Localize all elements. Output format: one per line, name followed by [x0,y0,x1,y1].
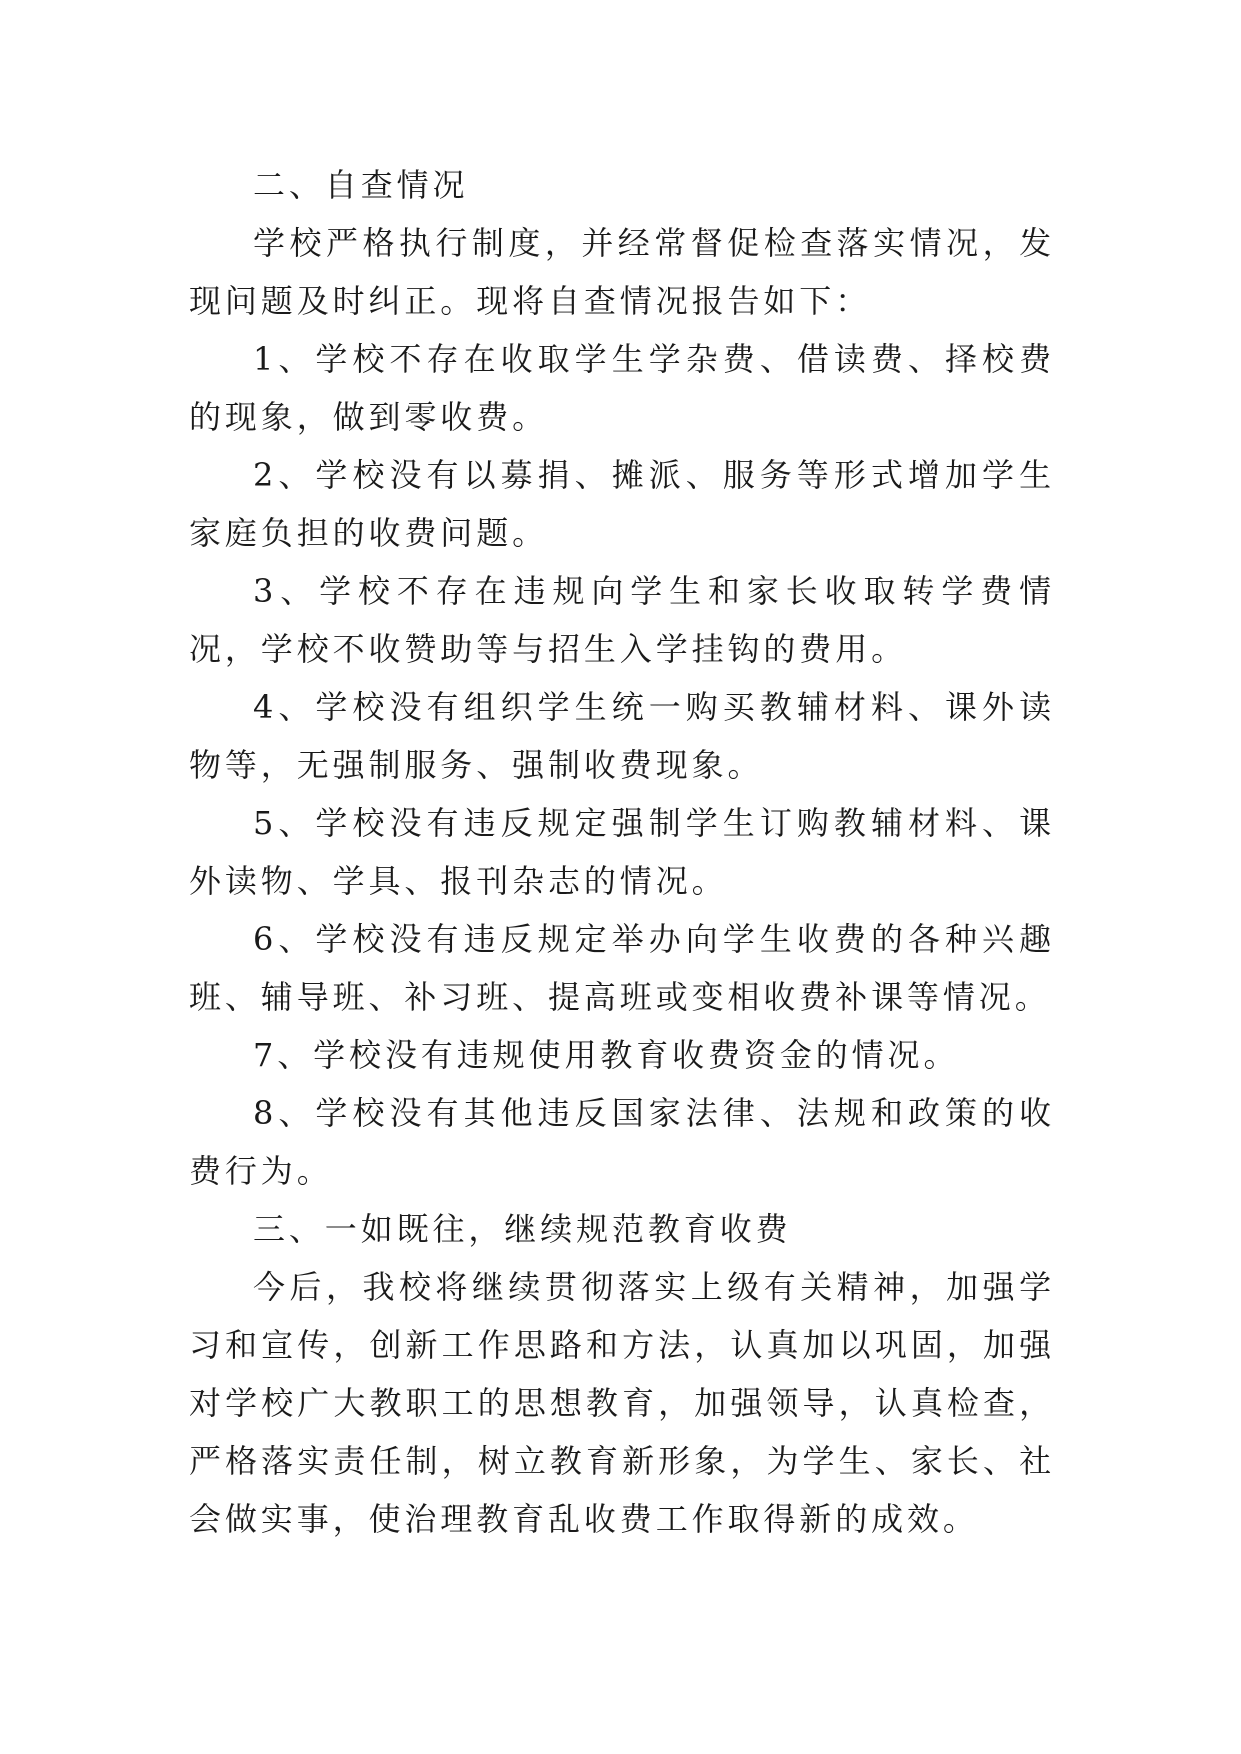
section-heading-self-check: 二、自查情况 [253,166,469,204]
list-item-1: 1、学校不存在收取学生学杂费、借读费、择校费的现象，做到零收费。 [189,340,1055,436]
paragraph-conclusion: 今后，我校将继续贯彻落实上级有关精神，加强学习和宣传，创新工作思路和方法，认真加以巩固，加强对学校广大教职工的思想教育，加强领导，认真检查，严格落实责任制，树立教育新形象，为学生、家长、社会做实事，使治理教育乱收费工作取得新的成效。 [189,1268,1055,1538]
list-item-4: 4、学校没有组织学生统一购买教辅材料、课外读物等，无强制服务、强制收费现象。 [189,688,1055,784]
section-heading-continue: 三、一如既往，继续规范教育收费 [253,1210,792,1248]
list-item-6: 6、学校没有违反规定举办向学生收费的各种兴趣班、辅导班、补习班、提高班或变相收费补课等情况。 [189,920,1055,1016]
document-body [189,156,1055,1548]
list-item-2: 2、学校没有以募捐、摊派、服务等形式增加学生家庭负担的收费问题。 [189,456,1055,552]
list-item-3: 3、学校不存在违规向学生和家长收取转学费情况，学校不收赞助等与招生入学挂钩的费用。 [189,572,1055,668]
list-item-7: 7、学校没有违规使用教育收费资金的情况。 [253,1036,960,1074]
list-item-8: 8、学校没有其他违反国家法律、法规和政策的收费行为。 [189,1094,1055,1190]
list-item-5: 5、学校没有违反规定强制学生订购教辅材料、课外读物、学具、报刊杂志的情况。 [189,804,1055,900]
paragraph-intro: 学校严格执行制度，并经常督促检查落实情况，发现问题及时纠正。现将自查情况报告如下： [189,224,1055,320]
